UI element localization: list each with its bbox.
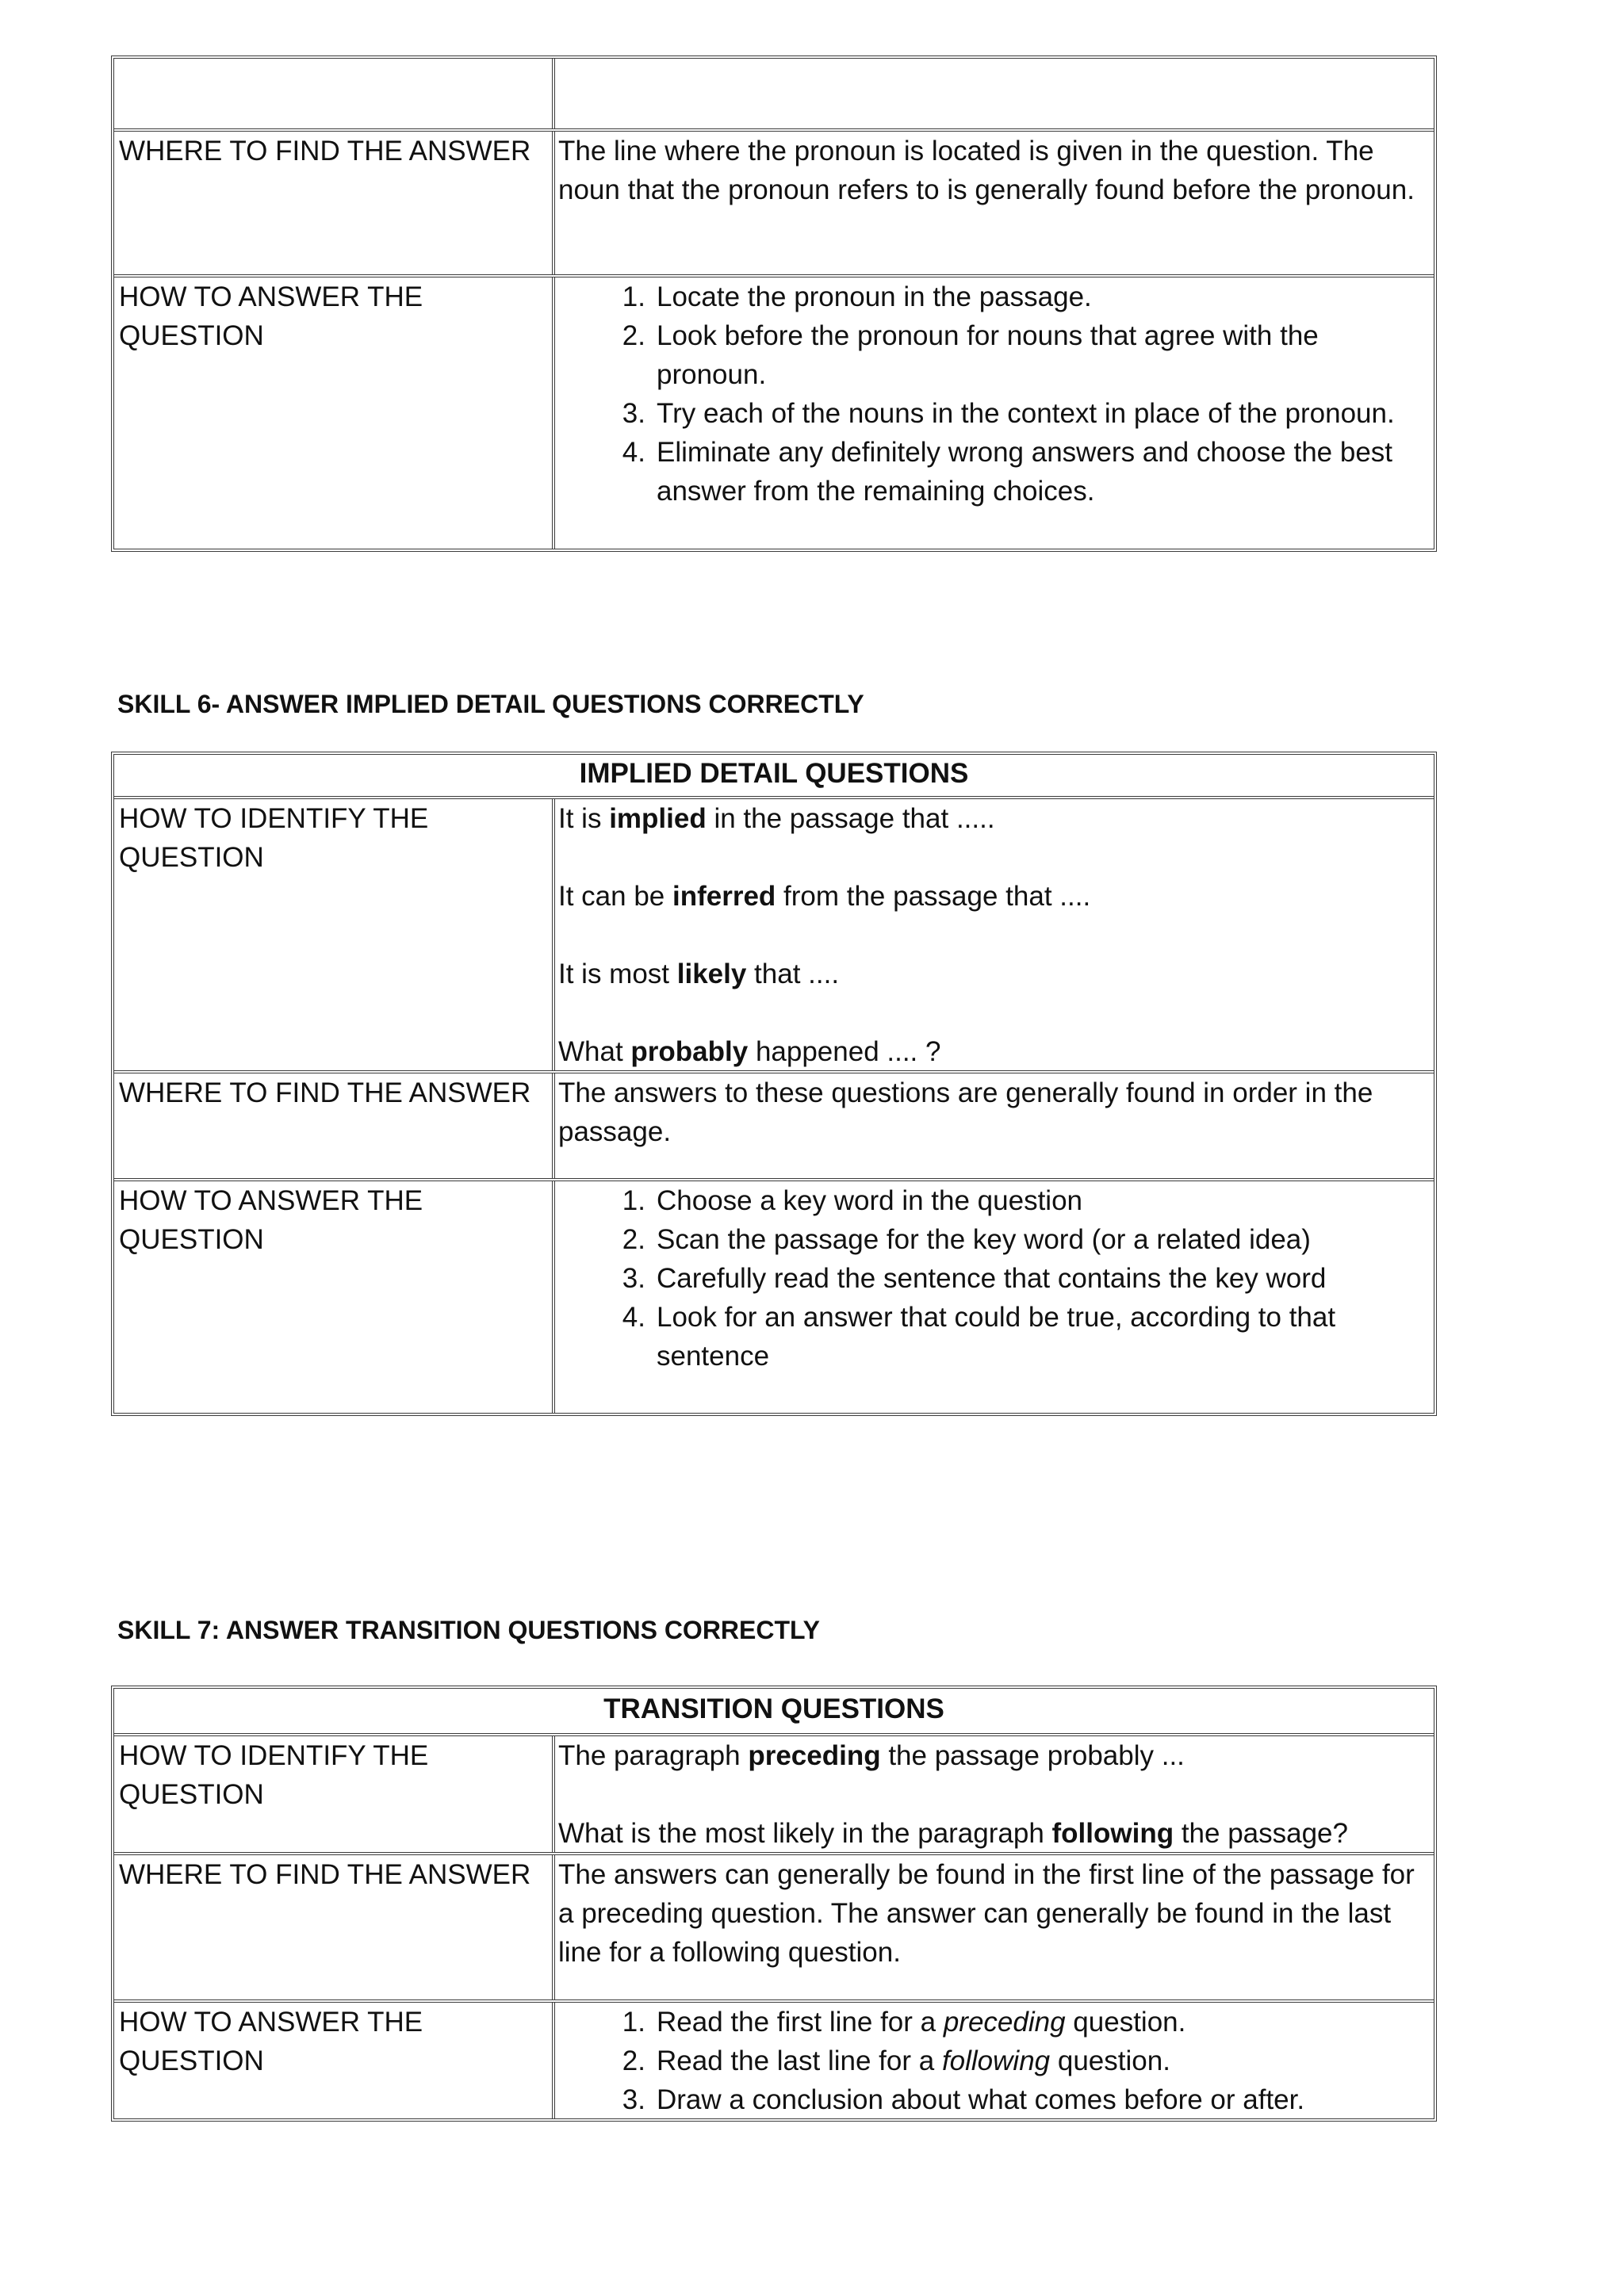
table-row xyxy=(114,1178,1434,1413)
how-label: HOW TO ANSWER THE QUESTION xyxy=(119,281,423,351)
implied-detail-table xyxy=(111,752,1437,1416)
list-item: 4. Look for an answer that could be true, according to that sentence xyxy=(622,1302,1336,1372)
list-item: 3. Try each of the nouns in the context in place of the pronoun. xyxy=(622,398,1395,429)
where-label: WHERE TO FIND THE ANSWER xyxy=(119,136,531,166)
row-label: HOW TO IDENTIFY THE QUESTION xyxy=(114,1736,555,1852)
steps-list xyxy=(558,277,1421,511)
steps-list xyxy=(558,2003,1421,2119)
table-row xyxy=(114,1852,1434,1999)
list-item: 3. Draw a conclusion about what comes before or after. xyxy=(622,2084,1305,2115)
empty-cell xyxy=(114,59,555,128)
list-item: 2. Read the last line for a following question. xyxy=(622,2045,1170,2076)
where-text: The answers to these questions are generally found in order in the passage. xyxy=(558,1077,1373,1147)
identify-line: It is most likely that .... xyxy=(558,959,840,989)
table-row xyxy=(114,128,1434,274)
table-title: TRANSITION QUESTIONS xyxy=(603,1693,944,1724)
row-label: HOW TO ANSWER THE QUESTION xyxy=(114,2003,555,2118)
list-item: 1. Read the first line for a preceding question. xyxy=(622,2007,1186,2038)
identify-line: What is the most likely in the paragraph following the passage? xyxy=(558,1818,1348,1849)
identify-cell xyxy=(555,799,1434,1070)
list-item: 4. Eliminate any definitely wrong answers and choose the best answer from the remaining choices. xyxy=(622,437,1393,507)
identify-line: It can be inferred from the passage that .... xyxy=(558,881,1091,912)
list-item: 2. Look before the pronoun for nouns that agree with the pronoun. xyxy=(622,320,1319,390)
transition-table xyxy=(111,1686,1437,2122)
table-title-row xyxy=(114,755,1434,796)
steps-cell xyxy=(555,1181,1434,1413)
skill6-heading: SKILL 6- ANSWER IMPLIED DETAIL QUESTIONS CORRECTLY xyxy=(117,690,864,718)
identify-line: It is implied in the passage that ..... xyxy=(558,803,995,834)
skill7-heading: SKILL 7: ANSWER TRANSITION QUESTIONS CORRECTLY xyxy=(117,1616,820,1644)
row-label: WHERE TO FIND THE ANSWER xyxy=(114,1855,555,1999)
table-row xyxy=(114,1070,1434,1178)
list-item: 3. Carefully read the sentence that contains the key word xyxy=(622,1263,1327,1294)
identify-line: The paragraph preceding the passage probably ... xyxy=(558,1740,1185,1771)
row-label xyxy=(114,132,555,274)
table-title-row xyxy=(114,1689,1434,1733)
identify-cell xyxy=(555,1736,1434,1852)
table-title: IMPLIED DETAIL QUESTIONS xyxy=(579,758,969,789)
row-label: WHERE TO FIND THE ANSWER xyxy=(114,1073,555,1178)
list-item: 2. Scan the passage for the key word (or a related idea) xyxy=(622,1224,1311,1255)
table-row xyxy=(114,274,1434,549)
list-item: 1. Choose a key word in the question xyxy=(622,1185,1082,1216)
table-row xyxy=(114,796,1434,1070)
table-row xyxy=(114,1733,1434,1852)
where-text: The line where the pronoun is located is given in the question. The noun that the pronoun refers to is generally found before the pronoun. xyxy=(558,136,1415,205)
row-label xyxy=(114,277,555,549)
steps-list xyxy=(558,1181,1421,1376)
table-row xyxy=(114,1999,1434,2118)
row-label: HOW TO IDENTIFY THE QUESTION xyxy=(114,799,555,1070)
row-label: HOW TO ANSWER THE QUESTION xyxy=(114,1181,555,1413)
identify-line: What probably happened .... ? xyxy=(558,1036,941,1067)
pronoun-table xyxy=(111,55,1437,552)
where-text: The answers can generally be found in the first line of the passage for a preceding question. The answer can generally be found in the last line for a following question. xyxy=(558,1859,1415,1968)
list-item: 1. Locate the pronoun in the passage. xyxy=(622,281,1092,312)
steps-cell xyxy=(555,2003,1434,2118)
empty-cell xyxy=(555,59,1434,128)
steps-cell xyxy=(555,277,1434,549)
table-row xyxy=(114,59,1434,128)
